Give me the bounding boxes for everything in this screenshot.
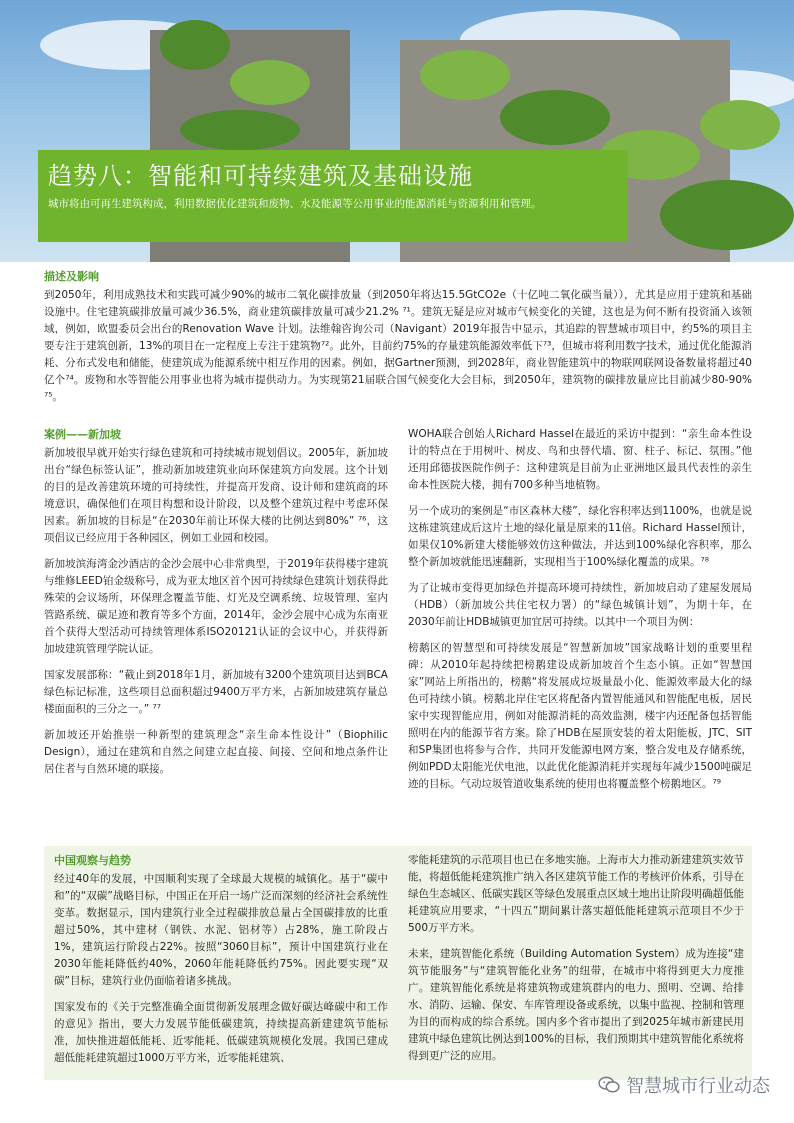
page-title: 趋势八：智能和可持续建筑及基础设施	[48, 162, 473, 190]
paragraph: 榜鹅区的智慧型和可持续发展是“智慧新加坡”国家战略计划的重要里程碑：从2010年起持续把榜鹅建设成新加坡首个生态小镇。正如“智慧国家”网站上所指出的，榜鹅“将发展成垃圾量最小化、能源效率最大化的绿色可持续小镇。榜鹅北岸住宅区将配备内置智能通风和智能配电板，居民家中实现智能应用，例如对能源消耗的高效监测，楼宇内还配备包括智能照明在内的能源节省方案。除了HDB在屋顶安装的着太阳能板，JTC、SIT和SP集团也将参与合作，共同开发能源电网方案，整合发电及存储系统，例如PDD太阳能光伏电池，以此优化能源消耗并实现每年减少1500吨碳足迹的目标。气动垃圾管道收集系统的使用也将覆盖整个榜鹅地区。⁷⁹	[408, 642, 752, 790]
greenery	[500, 90, 610, 145]
greenery	[230, 60, 310, 105]
paragraph: 为了让城市变得更加绿色并提高环境可持续性，新加坡启动了建屋发展局（HDB）（新加坡公共住宅权力署）的“绿色城镇计划”，为期十年，在2030年前让HDB城镇更加宜居可持续。以其中一个项目为例：	[408, 582, 752, 628]
watermark-text: 智慧城市行业动态	[626, 1076, 770, 1097]
paragraph: 新加坡滨海湾金沙酒店的金沙会展中心非常典型，于2019年获得楼宇建筑与维修LEED铂金级称号，成为亚太地区首个因可持续绿色建筑计划获得此殊荣的会议场所，环保理念覆盖节能、灯光及空调系统、垃圾管理、室内管路系统、碳足迹和教育等多个方面，2014年，金沙会展中心成为东南亚首个获得大型活动可持续管理体系ISO20121认证的会议中心，并获得新加坡建筑管理学院认证。	[44, 558, 388, 655]
greenery	[660, 180, 794, 250]
china-right-column	[408, 852, 744, 1074]
case-heading: 案例——新加坡	[44, 428, 121, 441]
paragraph: 经过40年的发展，中国顺利实现了全球最大规模的城镇化。基于“碳中和”的“双碳”战略目标，中国正在开启一场广泛而深刻的经济社会系统性变革。数据显示，国内建筑行业全过程碳排放总量占全国碳排放的比重超过50%，其中建材（钢铁、水泥、铝材等）占28%，施工阶段占1%，建筑运行阶段占22%。按照“3060目标”，预计中国建筑行业在2030年能耗降低约40%，2060年能耗降低约75%。因此要实现“双碳”目标，建筑行业仍面临着诸多挑战。	[54, 873, 388, 987]
china-heading: 中国观察与趋势	[54, 854, 131, 867]
paragraph: 国家发展部称：“截止到2018年1月，新加坡有3200个建筑项目达到BCA绿色标记标准，这些项目总面积超过9400万平方米，占新加坡建筑存量总楼面面积的三分之一。” ⁷⁷	[44, 669, 388, 715]
wechat-icon	[598, 1076, 620, 1094]
paragraph: 未来，建筑智能化系统（Building Automation System）成为连接“建筑节能服务”与“建筑智能化业务”的纽带，在城市中将得到更大力度推广。建筑智能化系统是将建筑物或建筑群内的电力、照明、空调、给排水、消防、运输、保安、车库管理设备或系统，以集中监视、控制和管理为目的而构成的综合系统。国内多个省市提出了到2025年城市新建民用建筑中绿色建筑比例达到100%的目标，我们预期其中建筑智能化系统将得到更广泛的应用。	[408, 948, 744, 1062]
greenery	[420, 50, 510, 100]
case-left-column	[44, 426, 388, 787]
title-banner	[38, 150, 628, 242]
page-subtitle: 城市将由可再生建筑构成，利用数据优化建筑和废物、水及能源等公用事业的能源消耗与资源利用和管理。	[48, 198, 542, 210]
greenery	[180, 110, 300, 150]
paragraph: 新加坡还开始推崇一种新型的建筑理念“亲生命本性设计”（Biophilic Design），通过在建筑和自然之间建立起直接、间接、空间和地点条件让居住者与自然环境的联接。	[44, 729, 388, 775]
impact-body: 到2050年，利用成熟技术和实践可减少90%的城市二氧化碳排放量（到2050年将达15.5GtCO2e（十亿吨二氧化碳当量）），尤其是应用于建筑和基础设施中。住宅建筑碳排放量可减少36.5%，商业建筑碳排放量可减少21.2% ⁷¹。建筑无疑是应对城市气候变化的关键，这也是为何不断有投资涌入该领域，例如，欧盟委员会出台的Renovation Wave 计划。法维翰咨询公司（Navigant）2019年报告中显示，其追踪的智慧城市项目中，约5%的项目主要专注于建筑创新，13%的项目在一定程度上专注于建筑物⁷²。此外，目前约75%的存量建筑能源效率低下⁷³，但城市将利用数字技术，通过优化能源消耗、分布式发电和储能，使建筑成为能源系统中相互作用的因素。例如，据Gartner预测，到2028年，商业智能建筑中的物联网联网设备数量将超过40亿个⁷⁴。废物和水等智能公用事业也将为城市提供动力。为实现第21届联合国气候变化大会目标，到2050年，建筑物的碳排放量应比目前减少80-90% ⁷⁵。	[44, 289, 752, 403]
paragraph: 新加坡很早就开始实行绿色建筑和可持续城市规划倡议。2005年，新加坡出台“绿色标签认证”，推动新加坡建筑业向环保建筑方向发展。这个计划的目的是改善建筑环境的可持续性，并提高开发商、设计师和建筑商的环境意识，确保他们在项目构想和设计阶段，以及整个建筑过程中考虑环保因素。新加坡的目标是“在2030年前让环保大楼的比例达到80%” ⁷⁶，这项倡议已经应用于各种园区，例如工业园和校园。	[44, 447, 388, 544]
china-left-column	[54, 852, 388, 1076]
impact-heading: 描述及影响	[44, 270, 99, 283]
impact-section	[44, 268, 752, 415]
paragraph: 国家发布的《关于完整准确全面贯彻新发展理念做好碳达峰碳中和工作的意见》指出，要大力发展节能低碳建筑，持续提高新建建筑节能标准，加快推进超低能耗、近零能耗、低碳建筑规模化发展。我国已建成超低能耗建筑超过1000万平方米，近零能耗建筑、	[54, 1001, 388, 1064]
paragraph: WOHA联合创始人Richard Hassel在最近的采访中提到：“亲生命本性设计的特点在于用树叶、树皮、鸟和虫替代墙、窗、柱子、标记、氛围。”他还用邱德拔医院作例子：这种建筑是目前为止亚洲地区最具代表性的亲生命本性医院大楼，拥有700多种当地植物。	[408, 428, 752, 491]
greenery	[700, 100, 780, 150]
paragraph: 另一个成功的案例是“市区森林大楼”，绿化容积率达到1100%，也就是说这栋建筑建成后这片土地的绿化量是原来的11倍。Richard Hassel预计，如果仅10%新建大楼能够效仿这种做法，并达到100%绿化容积率，那么整个新加坡就能迅速翻新，实现相当于100%绿化覆盖的成果。⁷⁸	[408, 505, 752, 568]
case-right-column	[408, 426, 752, 802]
paragraph: 零能耗建筑的示范项目也已在多地实施。上海市大力推动新建建筑实效节能，将超低能耗建筑推广纳入各区建筑节能工作的考核评价体系，引导在绿色生态城区、低碳实践区等绿色发展重点区域土地出让阶段明确超低能耗建筑应用要求，“十四五”期间累计落实超低能耗建筑示范项目不少于500万平方米。	[408, 854, 744, 934]
watermark	[598, 1072, 770, 1098]
greenery	[160, 20, 230, 70]
